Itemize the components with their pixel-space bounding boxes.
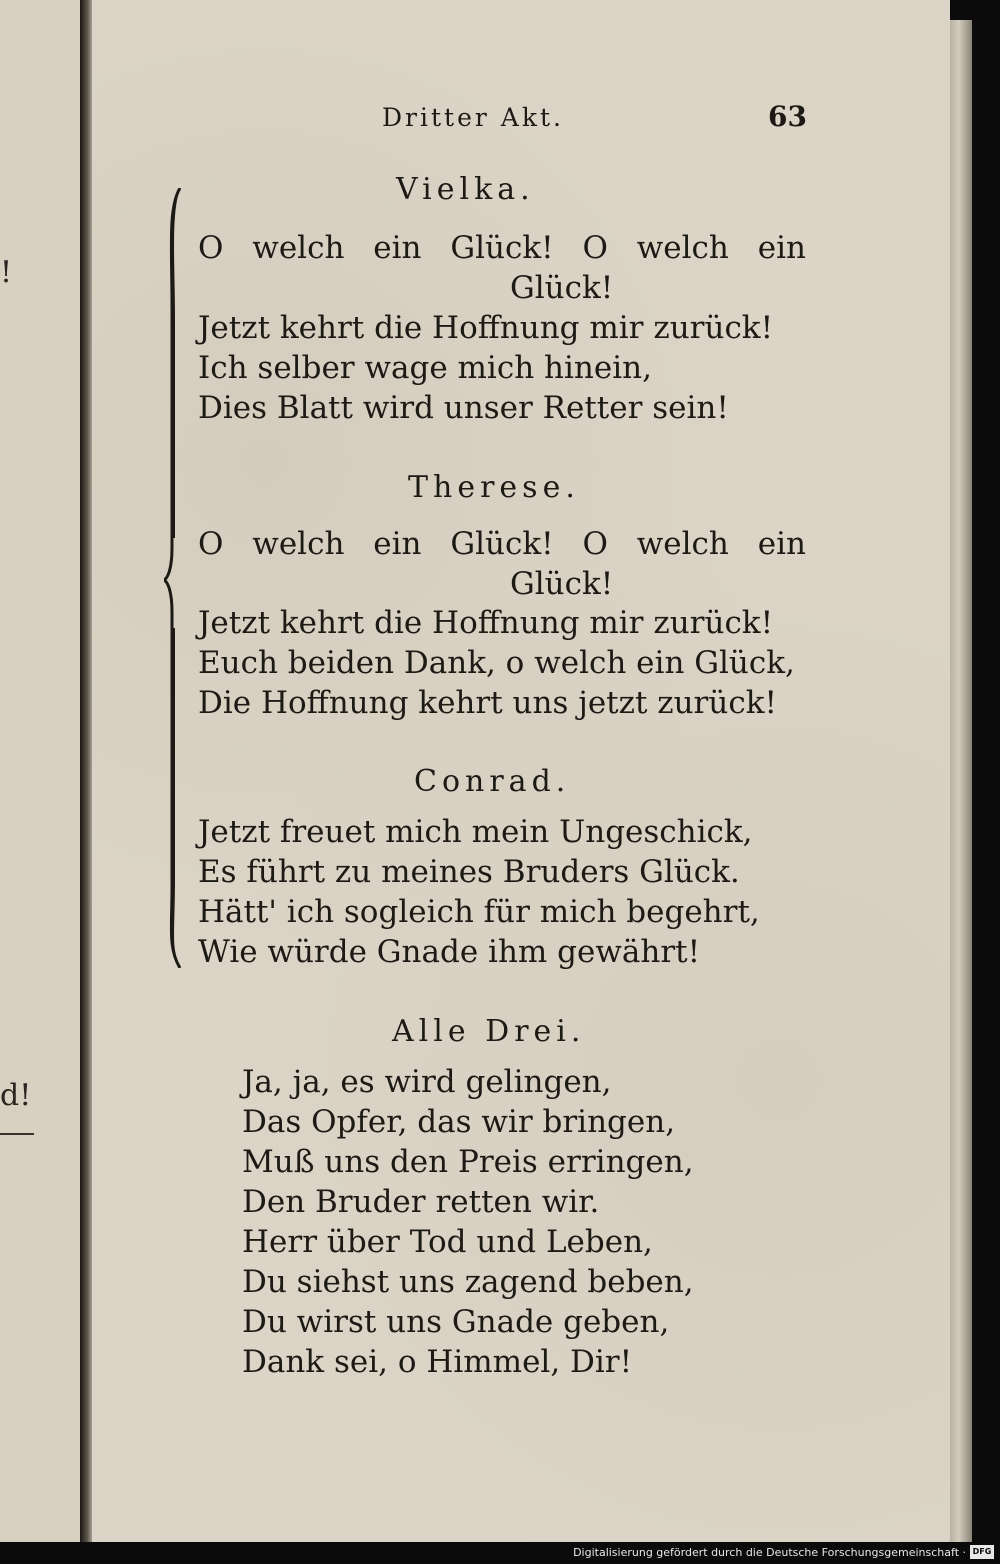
digitization-credit: Digitalisierung gefördert durch die Deutsche Forschungsgemeinschaft · xyxy=(573,1546,966,1559)
verse-line: Euch beiden Dank, o welch ein Glück, xyxy=(198,645,795,681)
verse-line: Glück! xyxy=(510,270,614,306)
verse-word: O xyxy=(198,230,224,266)
verse-line: Muß uns den Preis erringen, xyxy=(242,1144,694,1180)
verse-line xyxy=(198,524,806,565)
verse-word: Glück! xyxy=(450,526,554,562)
verse-line: Herr über Tod und Leben, xyxy=(242,1224,653,1260)
verse-word: welch xyxy=(636,230,729,266)
verse-line: Den Bruder retten wir. xyxy=(242,1184,600,1220)
verse-word: Glück! xyxy=(450,230,554,266)
facing-page-fragment xyxy=(0,0,80,1542)
verse-line: Dies Blatt wird unser Retter sein! xyxy=(198,390,729,426)
speaker-name: Alle Drei. xyxy=(392,1014,586,1049)
verse-word: ein xyxy=(757,230,806,266)
verse-line: Glück! xyxy=(510,566,614,602)
verse-word: O xyxy=(582,230,608,266)
verse-word: welch xyxy=(252,230,345,266)
page-edges xyxy=(950,20,972,1542)
verse-line: Jetzt kehrt die Hoffnung mir zurück! xyxy=(198,605,774,641)
facing-page-rule xyxy=(0,1133,34,1135)
verse-line: Ja, ja, es wird gelingen, xyxy=(242,1064,612,1100)
dfg-logo: DFG xyxy=(970,1545,994,1559)
page-number: 63 xyxy=(768,100,807,133)
verse-line: Ich selber wage mich hinein, xyxy=(198,350,652,386)
verse-word: O xyxy=(198,526,224,562)
running-head: Dritter Akt. xyxy=(382,103,564,132)
book-page xyxy=(92,0,950,1542)
verse-word: ein xyxy=(373,526,422,562)
verse-line: Wie würde Gnade ihm gewährt! xyxy=(198,934,701,970)
verse-line xyxy=(198,228,806,269)
verse-word: ein xyxy=(757,526,806,562)
verse-word: ein xyxy=(373,230,422,266)
verse-line: Das Opfer, das wir bringen, xyxy=(242,1104,676,1140)
verse-line: Dank sei, o Himmel, Dir! xyxy=(242,1344,633,1380)
curly-brace-icon xyxy=(164,188,184,968)
verse-line: Du siehst uns zagend beben, xyxy=(242,1264,694,1300)
speaker-name: Vielka. xyxy=(396,172,535,207)
verse-line: Du wirst uns Gnade geben, xyxy=(242,1304,670,1340)
speaker-name: Therese. xyxy=(408,470,580,505)
verse-word: O xyxy=(582,526,608,562)
verse-line: Es führt zu meines Bruders Glück. xyxy=(198,854,740,890)
verse-word: welch xyxy=(636,526,729,562)
verse-line: Hätt' ich sogleich für mich begehrt, xyxy=(198,894,760,930)
facing-page-text-fragment: d! xyxy=(0,1078,32,1113)
verse-line: Jetzt freuet mich mein Ungeschick, xyxy=(198,814,753,850)
verse-word: welch xyxy=(252,526,345,562)
book-gutter xyxy=(80,0,92,1542)
verse-line: Die Hoffnung kehrt uns jetzt zurück! xyxy=(198,685,777,721)
facing-page-text-fragment: ! xyxy=(0,255,13,290)
speaker-name: Conrad. xyxy=(414,764,571,799)
verse-line: Jetzt kehrt die Hoffnung mir zurück! xyxy=(198,310,774,346)
